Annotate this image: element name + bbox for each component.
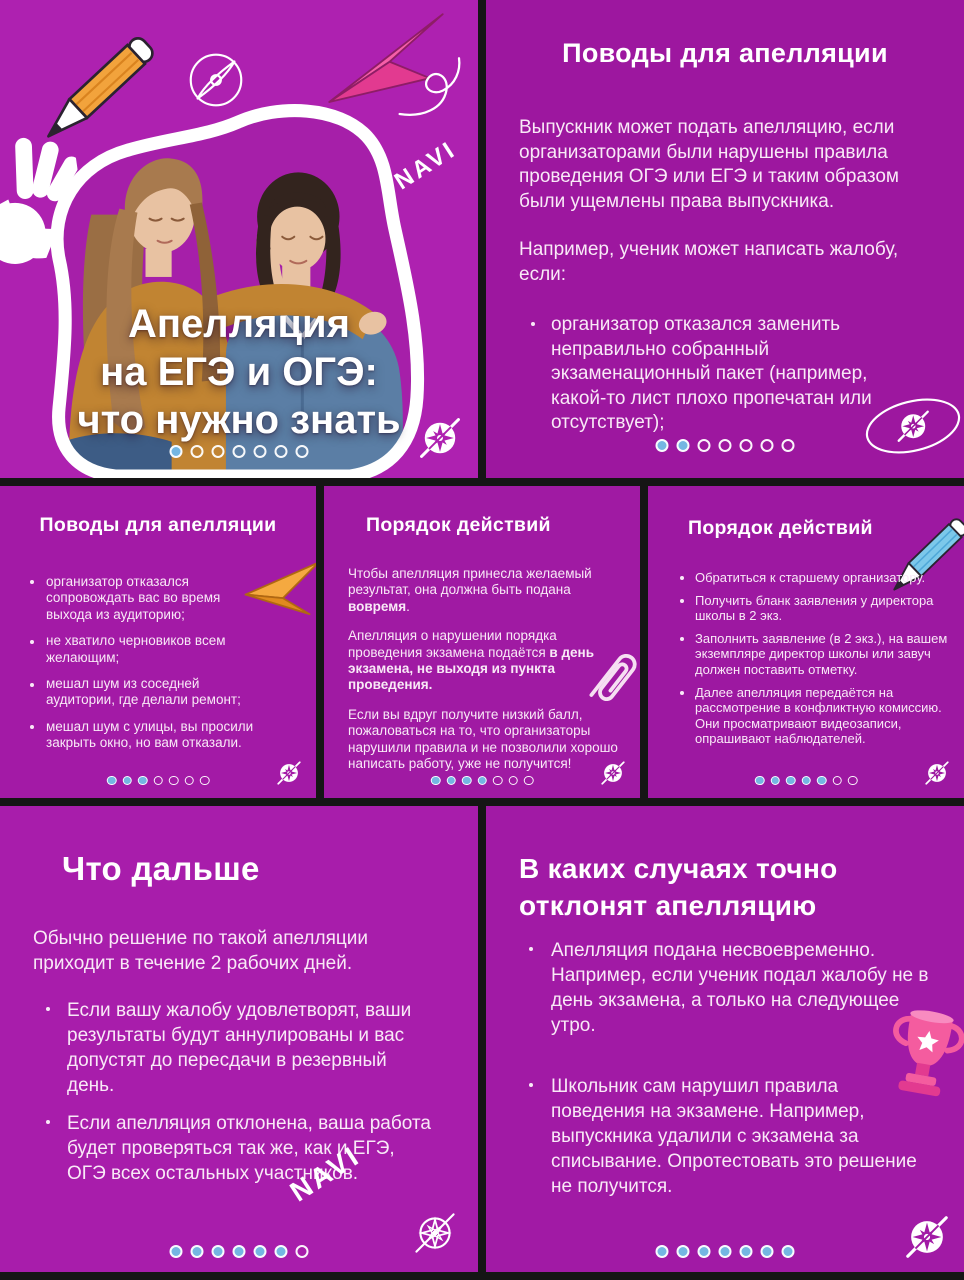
pagination-dot-3 — [698, 439, 711, 452]
bullet-list — [46, 998, 436, 1186]
paragraph — [348, 566, 622, 615]
list-item: Заполнить заявление (в 2 экз.), на вашем экземпляре директор школы или завуч должен поставить отметку. — [680, 631, 952, 678]
brand-navi: NAVI — [389, 135, 462, 196]
pagination-dot-6 — [275, 445, 288, 458]
pagination-dot-4 — [801, 776, 811, 786]
text-run-bold: в день экзамена, не выходя из пункта проведения. — [348, 644, 594, 693]
slide-body — [519, 938, 930, 1199]
text-run: Апелляция о нарушении порядка проведения экзамена подаётся — [348, 628, 557, 660]
paragraph: Если вы вдруг получите низкий балл, пожаловаться на то, что организаторы нарушили правила и не позволили хорошо написать работу, уже не получится! — [348, 706, 618, 772]
pagination-dot-7 — [782, 1245, 795, 1258]
slide-title: Поводы для апелляции — [39, 514, 277, 536]
slide-body — [348, 566, 622, 785]
pagination-dot-4 — [477, 776, 487, 786]
pagination-dot-5 — [817, 776, 827, 786]
pagination-dot-7 — [200, 776, 210, 786]
pagination-dot-2 — [446, 776, 456, 786]
pagination-dot-5 — [493, 776, 503, 786]
pagination-dot-1 — [170, 445, 183, 458]
compass-logo-icon — [599, 759, 627, 787]
bullet-list — [30, 574, 258, 752]
paragraph — [348, 628, 622, 694]
cover-title-line2: на ЕГЭ и ОГЭ: — [100, 350, 378, 394]
paragraph: Например, ученик может написать жалобу, если: — [519, 239, 899, 285]
list-item: Если вашу жалобу удовлетворят, ваши результаты будут аннулированы и вас допустят до пересдачи в резервный день. — [46, 998, 436, 1098]
pagination-dot-6 — [184, 776, 194, 786]
compass-logo-icon — [416, 414, 464, 462]
slide-title: Что дальше — [62, 850, 260, 887]
pagination-dot-5 — [169, 776, 179, 786]
slide-procedure-timing — [324, 486, 640, 798]
brand-navi: NAVI — [284, 1139, 366, 1208]
slide-cover — [0, 0, 478, 478]
list-item: Далее апелляция передаётся на рассмотрение в конфликтную комиссию. Они просматривают видеозаписи, опрашивают наблюдателей. — [680, 685, 952, 747]
pagination-dot-7 — [848, 776, 858, 786]
cover-title-line3: что нужно знать — [77, 398, 401, 442]
pagination-dot-7 — [296, 445, 309, 458]
slide-what-next — [0, 806, 478, 1272]
list-item: мешал шум с улицы, вы просили закрыть окно, но вам отказали. — [30, 719, 258, 752]
pagination-dot-3 — [212, 445, 225, 458]
list-item: Получить бланк заявления у директора школы в 2 экз. — [680, 593, 952, 624]
cover-title — [0, 300, 478, 444]
slide-procedure-steps — [648, 486, 964, 798]
pagination-dot-5 — [254, 1245, 267, 1258]
pagination-dot-1 — [755, 776, 765, 786]
pagination-dots — [752, 776, 861, 786]
pagination-dot-7 — [782, 439, 795, 452]
compass-logo-circled-icon — [862, 386, 964, 466]
pagination-dot-6 — [761, 1245, 774, 1258]
pagination-dot-3 — [212, 1245, 225, 1258]
slide-appeal-reasons-intro — [486, 0, 964, 478]
bullet-list — [529, 938, 930, 1199]
pagination-dot-6 — [761, 439, 774, 452]
list-item: Школьник сам нарушил правила поведения на экзамене. Например, выпускника удалили с экзамена за списывание. Опротестовать это решение не получится. — [529, 1074, 930, 1199]
pagination-dots — [166, 1245, 313, 1258]
pagination-dot-3 — [786, 776, 796, 786]
list-item: не хватило черновиков всем желающим; — [30, 633, 258, 666]
compass-logo-outline-icon — [412, 1210, 458, 1256]
pagination-dot-4 — [719, 439, 732, 452]
pagination-dots — [428, 776, 537, 786]
pagination-dot-7 — [296, 1245, 309, 1258]
pagination-dot-6 — [275, 1245, 288, 1258]
cover-title-line1: Апелляция — [128, 302, 350, 346]
pagination-dot-3 — [138, 776, 148, 786]
compass-logo-icon — [902, 1212, 952, 1262]
pagination-dot-7 — [524, 776, 534, 786]
slide-title: Поводы для апелляции — [562, 38, 888, 68]
slide-title-line1: В каких случаях точно — [519, 853, 838, 884]
slide-title — [519, 850, 838, 924]
slide-body — [33, 926, 436, 1199]
pagination-dots — [652, 439, 799, 452]
pagination-dot-2 — [677, 439, 690, 452]
list-item: организатор отказался сопровождать вас во время выхода из аудиторию; — [30, 574, 258, 623]
pagination-dot-1 — [656, 1245, 669, 1258]
text-run: Чтобы апелляция принесла желаемый результат, она должна быть подана — [348, 566, 592, 598]
list-item: Обратиться к старшему организатору. — [680, 570, 952, 586]
slide-rejection-cases — [486, 806, 964, 1272]
slide-body — [30, 574, 258, 762]
pagination-dot-4 — [233, 445, 246, 458]
pagination-dot-5 — [740, 1245, 753, 1258]
pagination-dot-4 — [719, 1245, 732, 1258]
pagination-dot-1 — [656, 439, 669, 452]
pagination-dot-5 — [254, 445, 267, 458]
list-item: мешал шум из соседней аудитории, где делали ремонт; — [30, 676, 258, 709]
pagination-dot-2 — [770, 776, 780, 786]
pagination-dot-3 — [462, 776, 472, 786]
pagination-dot-2 — [677, 1245, 690, 1258]
pagination-dot-4 — [153, 776, 163, 786]
slide-body — [680, 570, 952, 754]
pagination-dots — [104, 776, 213, 786]
paragraph: Обычно решение по такой апелляции приходит в течение 2 рабочих дней. — [33, 928, 368, 974]
compass-logo-icon — [923, 759, 951, 787]
pagination-dot-6 — [508, 776, 518, 786]
slide-title: Порядок действий — [688, 517, 873, 539]
pagination-dot-1 — [431, 776, 441, 786]
paragraph: Выпускник может подать апелляцию, если организаторами были нарушены правила проведения ОГЭ или ЕГЭ и таким образом были ущемлены права выпускника. — [519, 117, 899, 212]
slide-title-line2: отклонят апелляцию — [519, 890, 817, 921]
pagination-dot-2 — [191, 1245, 204, 1258]
text-run-bold: вовремя — [348, 598, 407, 614]
pagination-dot-2 — [191, 445, 204, 458]
pagination-dot-1 — [170, 1245, 183, 1258]
slide-appeal-reasons-list — [0, 486, 316, 798]
pagination-dot-5 — [740, 439, 753, 452]
pagination-dot-3 — [698, 1245, 711, 1258]
list-item: Если апелляция отклонена, ваша работа будет проверяться так же, как и ЕГЭ, ОГЭ всех остальных участников. — [46, 1111, 436, 1186]
list-item: Апелляция подана несвоевременно. Например, если ученик подал жалобу не в день экзамена, а только на следующее утро. — [529, 938, 930, 1038]
pagination-dot-1 — [107, 776, 117, 786]
pagination-dot-6 — [832, 776, 842, 786]
pagination-dot-2 — [122, 776, 132, 786]
pagination-dots — [652, 1245, 799, 1258]
compass-logo-icon — [275, 759, 303, 787]
list-item: организатор отказался заменить неправильно собранный экзаменационный пакет (например, какой-то лист плохо пропечатан или отсутствует); — [531, 313, 926, 436]
pagination-dots — [166, 445, 313, 458]
pagination-dot-4 — [233, 1245, 246, 1258]
slide-title: Порядок действий — [366, 514, 551, 536]
text-run: . — [406, 598, 410, 614]
bullet-list — [680, 570, 952, 747]
